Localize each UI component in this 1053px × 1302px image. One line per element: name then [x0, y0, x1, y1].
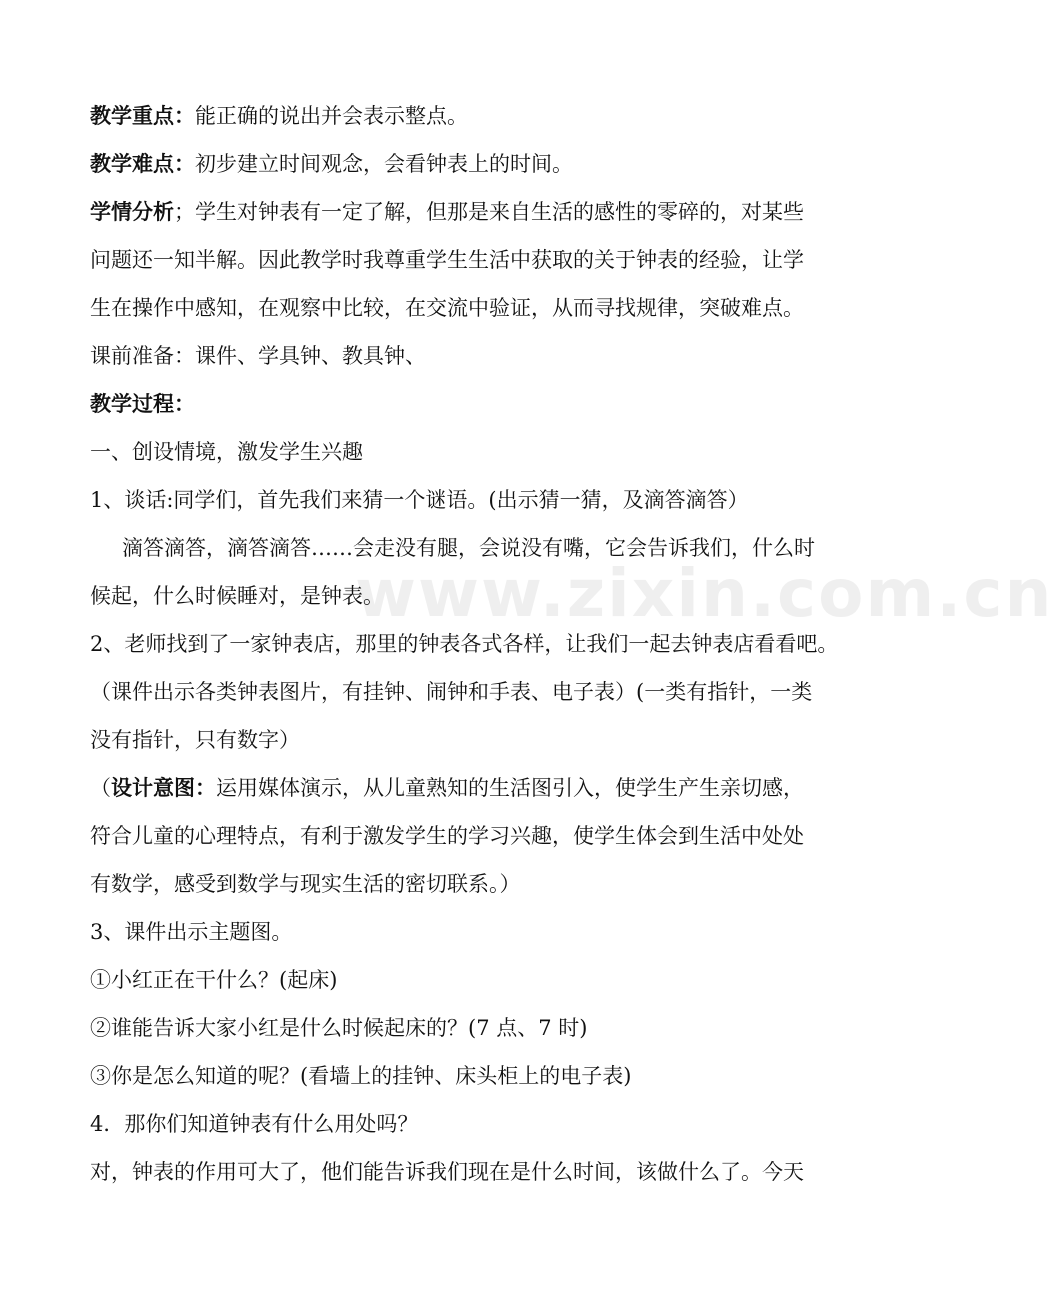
design-intent-label: 设计意图：: [111, 775, 216, 800]
document-body: [90, 92, 860, 1196]
paragraph-line: 有数学，感受到数学与现实生活的密切联系。）: [90, 872, 521, 896]
key-point-line: [90, 92, 860, 140]
key-point-label: 教学重点：: [90, 103, 195, 128]
paragraph-line: 生在操作中感知，在观察中比较，在交流中验证，从而寻找规律，突破难点。: [90, 296, 804, 320]
paragraph-line: 4．那你们知道钟表有什么用处吗？: [90, 1112, 419, 1136]
section-heading: 一、创设情境，激发学生兴趣: [90, 440, 363, 464]
difficulty-line: [90, 140, 860, 188]
analysis-label: 学情分析: [90, 199, 174, 224]
paragraph-line: （课件出示各类钟表图片，有挂钟、闹钟和手表、电子表）(一类有指针，一类: [90, 680, 813, 704]
difficulty-text: 初步建立时间观念，会看钟表上的时间。: [195, 152, 573, 176]
analysis-line: [90, 188, 860, 236]
question-line: ③你是怎么知道的呢？(看墙上的挂钟、床头柜上的电子表): [90, 1064, 632, 1088]
question-line: ①小红正在干什么？(起床): [90, 968, 338, 992]
design-intent-text: 运用媒体演示，从儿童熟知的生活图引入，使学生产生亲切感，: [216, 776, 804, 800]
key-point-text: 能正确的说出并会表示整点。: [195, 104, 468, 128]
process-heading: 教学过程：: [90, 391, 195, 416]
paragraph-line: 3、课件出示主题图。: [90, 920, 293, 944]
paragraph-line: 2、老师找到了一家钟表店，那里的钟表各式各样，让我们一起去钟表店看看吧。: [90, 632, 839, 656]
paragraph-line: 符合儿童的心理特点，有利于激发学生的学习兴趣，使学生体会到生活中处处: [90, 824, 804, 848]
difficulty-label: 教学难点：: [90, 151, 195, 176]
riddle-line: 滴答滴答，滴答滴答……会走没有腿，会说没有嘴，它会告诉我们，什么时: [122, 536, 815, 560]
design-intent-line: [90, 764, 860, 812]
question-line: ②谁能告诉大家小红是什么时候起床的？(7 点、7 时): [90, 1016, 588, 1040]
paragraph-line: 问题还一知半解。因此教学时我尊重学生生活中获取的关于钟表的经验，让学: [90, 248, 804, 272]
paragraph-line: 1、谈话:同学们，首先我们来猜一个谜语。(出示猜一猜，及滴答滴答）: [90, 488, 749, 512]
analysis-text: ；学生对钟表有一定了解，但那是来自生活的感性的零碎的，对某些: [174, 200, 804, 224]
paragraph-line: 对，钟表的作用可大了，他们能告诉我们现在是什么时间，该做什么了。今天: [90, 1160, 804, 1184]
paragraph-line: 没有指针，只有数字）: [90, 728, 300, 752]
paragraph-line: 候起，什么时候睡对，是钟表。: [90, 584, 384, 608]
design-intent-paren: （: [90, 776, 111, 800]
preparation-line: 课前准备：课件、学具钟、教具钟、: [90, 344, 426, 368]
watermark: www.zixin.com.cn: [355, 555, 1053, 632]
